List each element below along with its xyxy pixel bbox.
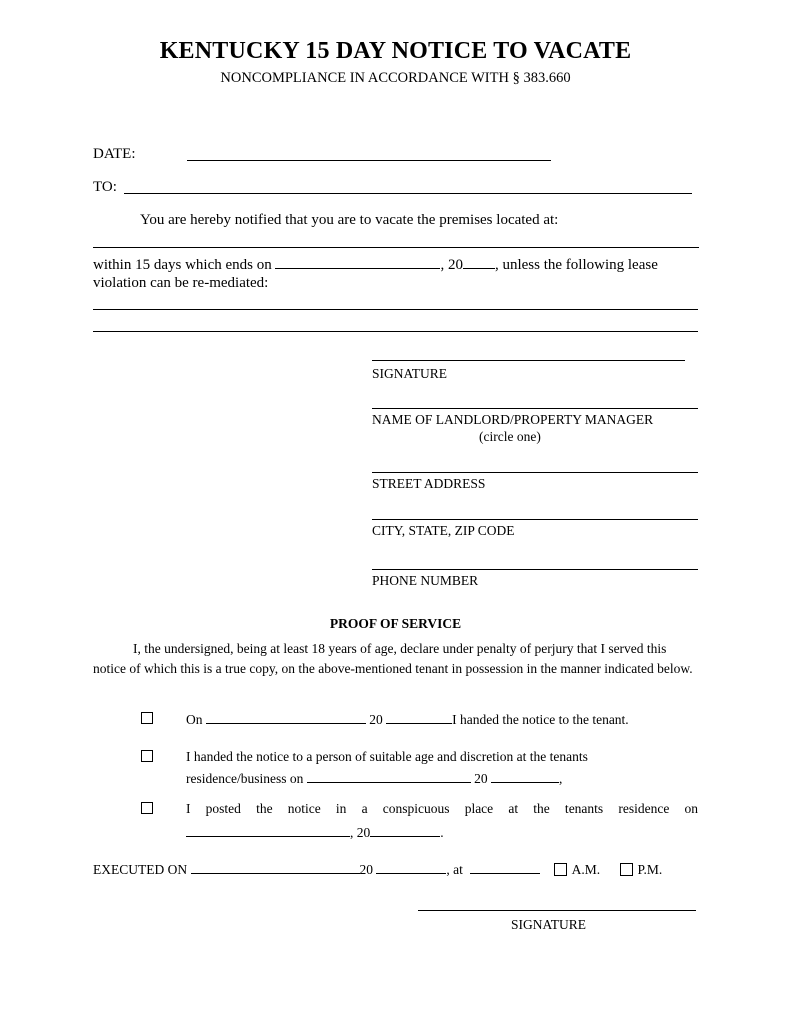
unless-text: , unless the following lease (494, 257, 658, 273)
option-1-checkbox[interactable] (141, 712, 153, 724)
to-label: TO: (93, 179, 117, 195)
option-1-line (186, 710, 629, 728)
option-2-20: 20 (474, 771, 488, 786)
circle-one-label: (circle one) (479, 429, 541, 444)
executed-year-field[interactable] (376, 860, 446, 874)
pm-checkbox[interactable] (620, 863, 633, 876)
option-3-year-field[interactable] (370, 823, 440, 837)
option-2-line-1: I handed the notice to a person of suitable age and discretion at the tenants (186, 749, 588, 764)
option-3-checkbox[interactable] (141, 802, 153, 814)
street-address-label: STREET ADDRESS (372, 476, 486, 491)
violation-text: violation can be re-mediated: (93, 275, 269, 291)
to-field[interactable] (124, 193, 692, 194)
end-date-field[interactable] (275, 255, 440, 269)
option-2-year-field[interactable] (491, 769, 559, 783)
year-prefix: , 20 (440, 257, 463, 273)
option-1-year-field[interactable] (386, 710, 452, 724)
signature-label: SIGNATURE (372, 366, 448, 381)
landlord-name-label: NAME OF LANDLORD/PROPERTY MANAGER (372, 412, 654, 427)
executed-signature-label: SIGNATURE (511, 917, 587, 932)
option-3-line-2 (186, 823, 444, 841)
executed-at: , at (446, 862, 463, 877)
street-address-line[interactable] (372, 472, 698, 473)
executed-line (93, 860, 662, 878)
executed-time-field[interactable] (470, 860, 540, 874)
option-2-checkbox[interactable] (141, 750, 153, 762)
phone-number-line[interactable] (372, 569, 698, 570)
executed-label: EXECUTED ON (93, 862, 188, 877)
am-label: A.M. (571, 862, 601, 877)
option-1-20: 20 (369, 712, 383, 727)
executed-signature-line[interactable] (418, 910, 696, 911)
proof-declaration: I, the undersigned, being at least 18 years of age, declare under penalty of perjury that I served this notice of which this is a true copy, on the above-mentioned tenant in possession in the manner indicated below. (93, 641, 693, 676)
option-3-20: , 20 (350, 825, 371, 840)
end-year-field[interactable] (463, 255, 495, 269)
premises-address-field[interactable] (93, 247, 699, 248)
page-title: KENTUCKY 15 DAY NOTICE TO VACATE (159, 38, 632, 64)
within-line (93, 255, 658, 274)
option-2-residence: residence/business on (186, 771, 304, 786)
date-label: DATE: (93, 146, 136, 162)
option-2-line-2 (186, 769, 562, 787)
page-subtitle: NONCOMPLIANCE IN ACCORDANCE WITH § 383.660 (220, 70, 571, 86)
option-3-date-field[interactable] (186, 823, 350, 837)
phone-number-label: PHONE NUMBER (372, 573, 479, 588)
landlord-name-line[interactable] (372, 408, 698, 409)
within-prefix: within 15 days which ends on (93, 257, 272, 273)
executed-date-field[interactable] (191, 860, 360, 874)
option-1-on: On (186, 712, 203, 727)
city-state-zip-line[interactable] (372, 519, 698, 520)
pm-label: P.M. (637, 862, 663, 877)
violation-line-2[interactable] (93, 331, 698, 332)
date-field[interactable] (187, 160, 551, 161)
signature-line[interactable] (372, 360, 685, 361)
option-1-date-field[interactable] (206, 710, 366, 724)
option-3-end: . (440, 825, 444, 840)
option-2-end: , (558, 771, 563, 786)
executed-20: 20 (359, 862, 373, 877)
city-state-zip-label: CITY, STATE, ZIP CODE (372, 523, 515, 538)
proof-heading: PROOF OF SERVICE (329, 616, 462, 631)
am-checkbox[interactable] (554, 863, 567, 876)
option-1-text: I handed the notice to the tenant. (452, 712, 629, 727)
option-2-date-field[interactable] (307, 769, 471, 783)
notified-text: You are hereby notified that you are to vacate the premises located at: (140, 212, 559, 228)
violation-line-1[interactable] (93, 309, 698, 310)
option-3-line-1: I posted the notice in a conspicuous place at the tenants residence on (186, 801, 698, 816)
